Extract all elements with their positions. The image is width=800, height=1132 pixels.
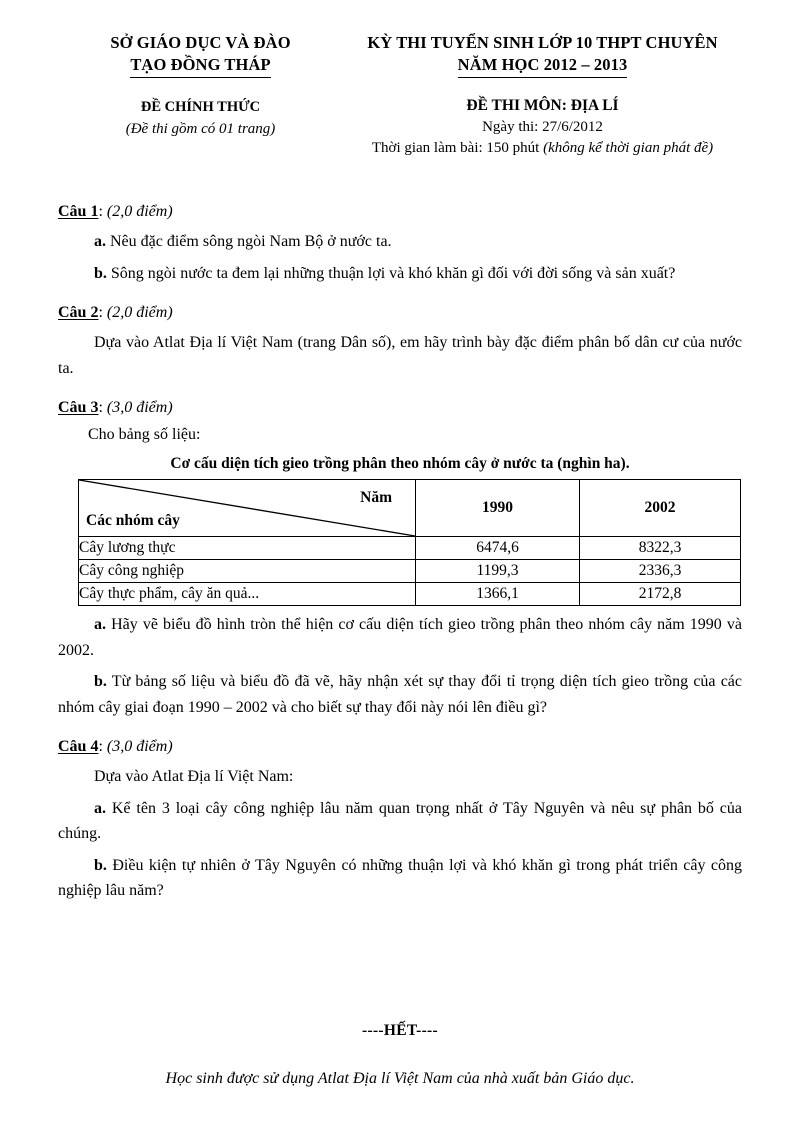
table-cell-value: 1366,1 bbox=[416, 583, 580, 606]
table-row-label: Cây lương thực bbox=[79, 537, 416, 560]
table-col-header-1990: 1990 bbox=[416, 480, 580, 537]
exam-subject: ĐỀ THI MÔN: ĐỊA LÍ bbox=[466, 97, 619, 114]
question-4a-text: Kể tên 3 loại cây công nghiệp lâu năm quan trọng nhất ở Tây Nguyên và nêu sự phân bố của chúng. bbox=[58, 799, 742, 842]
table-corner-cell bbox=[79, 480, 416, 537]
question-4-intro: Dựa vào Atlat Địa lí Việt Nam: bbox=[94, 768, 294, 785]
exam-title-line-1: KỲ THI TUYỂN SINH LỚP 10 THPT CHUYÊN bbox=[367, 33, 718, 52]
question-3-intro: Cho bảng số liệu: bbox=[88, 426, 201, 443]
exam-duration-label: Thời gian làm bài: 150 phút bbox=[371, 140, 540, 156]
question-1-number: Câu 1 bbox=[58, 203, 99, 220]
question-2-heading bbox=[58, 301, 742, 324]
document-footer bbox=[0, 1022, 800, 1088]
department-line-2 bbox=[58, 54, 343, 78]
question-1-colon: : bbox=[98, 203, 103, 220]
question-2-colon: : bbox=[98, 304, 103, 321]
academic-year-text: NĂM HỌC 2012 – 2013 bbox=[458, 54, 628, 78]
official-exam-label: ĐỀ CHÍNH THỨC bbox=[140, 99, 261, 115]
question-3-heading bbox=[58, 396, 742, 419]
question-4-points: (3,0 điểm) bbox=[106, 738, 173, 755]
question-1-heading bbox=[58, 200, 742, 223]
question-4a bbox=[58, 796, 742, 847]
end-of-exam-marker: ----HẾT---- bbox=[362, 1021, 438, 1039]
header-left-spacer bbox=[58, 78, 343, 98]
department-line-2-text: TẠO ĐỒNG THÁP bbox=[130, 54, 270, 78]
exam-title-line-2 bbox=[343, 54, 742, 78]
data-table bbox=[78, 479, 741, 606]
question-4b-label: b. bbox=[94, 856, 107, 874]
exam-duration bbox=[343, 138, 742, 158]
question-1-points: (2,0 điểm) bbox=[106, 203, 173, 220]
table-corner-year-label: Năm bbox=[360, 489, 392, 506]
header-left-block bbox=[58, 30, 343, 158]
question-3a bbox=[58, 612, 742, 663]
question-4a-label: a. bbox=[94, 799, 106, 817]
table-row bbox=[79, 560, 741, 583]
table-row-label: Cây công nghiệp bbox=[79, 560, 416, 583]
question-1b bbox=[58, 261, 742, 287]
question-2-points: (2,0 điểm) bbox=[106, 304, 173, 321]
question-3-number: Câu 3 bbox=[58, 399, 99, 416]
table-corner-group-label: Các nhóm cây bbox=[86, 512, 180, 529]
question-2-text: Dựa vào Atlat Địa lí Việt Nam (trang Dân số), em hãy trình bày đặc điểm phân bố dân cư của nước ta. bbox=[58, 334, 742, 377]
exam-date: Ngày thi: 27/6/2012 bbox=[482, 119, 603, 135]
table-cell-value: 6474,6 bbox=[416, 537, 580, 560]
table-cell-value: 2336,3 bbox=[580, 560, 741, 583]
header-right-block bbox=[343, 30, 742, 158]
document-header bbox=[0, 0, 800, 158]
department-line-1: SỞ GIÁO DỤC VÀ ĐÀO bbox=[110, 33, 291, 52]
question-1a-label: a. bbox=[94, 233, 106, 250]
table-cell-value: 1199,3 bbox=[416, 560, 580, 583]
question-1b-label: b. bbox=[94, 264, 107, 282]
question-3a-label: a. bbox=[94, 616, 106, 633]
table-header-row bbox=[79, 480, 741, 537]
question-2-number: Câu 2 bbox=[58, 304, 99, 321]
question-4b-text: Điều kiện tự nhiên ở Tây Nguyên có những thuận lợi và khó khăn gì trong phát triển cây công nghiệp lâu năm? bbox=[58, 856, 742, 899]
table-cell-value: 2172,8 bbox=[580, 583, 741, 606]
question-3b bbox=[58, 669, 742, 720]
page-count-note: (Đề thi gồm có 01 trang) bbox=[125, 121, 276, 137]
table-cell-value: 8322,3 bbox=[580, 537, 741, 560]
diagonal-header-cell bbox=[79, 480, 415, 536]
exam-content bbox=[0, 200, 800, 904]
table-row bbox=[79, 537, 741, 560]
exam-duration-note: (không kể thời gian phát đề) bbox=[543, 140, 714, 156]
question-3-points: (3,0 điểm) bbox=[106, 399, 173, 416]
question-1a-text: Nêu đặc điểm sông ngòi Nam Bộ ở nước ta. bbox=[106, 233, 392, 250]
question-3-colon: : bbox=[98, 399, 103, 416]
table-title: Cơ cấu diện tích gieo trồng phân theo nhóm cây ở nước ta (nghìn ha). bbox=[170, 455, 630, 472]
table-row-label: Cây thực phẩm, cây ăn quả... bbox=[79, 583, 416, 606]
question-4b bbox=[58, 853, 742, 904]
question-4-heading bbox=[58, 735, 742, 758]
table-row bbox=[79, 583, 741, 606]
question-4-number: Câu 4 bbox=[58, 738, 99, 755]
table-col-header-2002: 2002 bbox=[580, 480, 741, 537]
question-1a bbox=[58, 229, 742, 255]
question-3b-label: b. bbox=[94, 673, 107, 690]
atlas-permission-note: Học sinh được sử dụng Atlat Địa lí Việt Nam của nhà xuất bản Giáo dục. bbox=[165, 1069, 635, 1087]
question-3b-text: Từ bảng số liệu và biểu đồ đã vẽ, hãy nhận xét sự thay đổi tỉ trọng diện tích gieo trồng của các nhóm cây giai đoạn 1990 – 2002 và cho biết sự thay đổi này nói lên điều gì? bbox=[58, 673, 742, 716]
question-3a-text: Hãy vẽ biểu đồ hình tròn thể hiện cơ cấu diện tích gieo trồng phân theo nhóm cây năm 1990 và 2002. bbox=[58, 616, 742, 659]
question-4-colon: : bbox=[98, 738, 103, 755]
question-1b-text: Sông ngòi nước ta đem lại những thuận lợi và khó khăn gì đối với đời sống và sản xuất? bbox=[106, 264, 676, 282]
